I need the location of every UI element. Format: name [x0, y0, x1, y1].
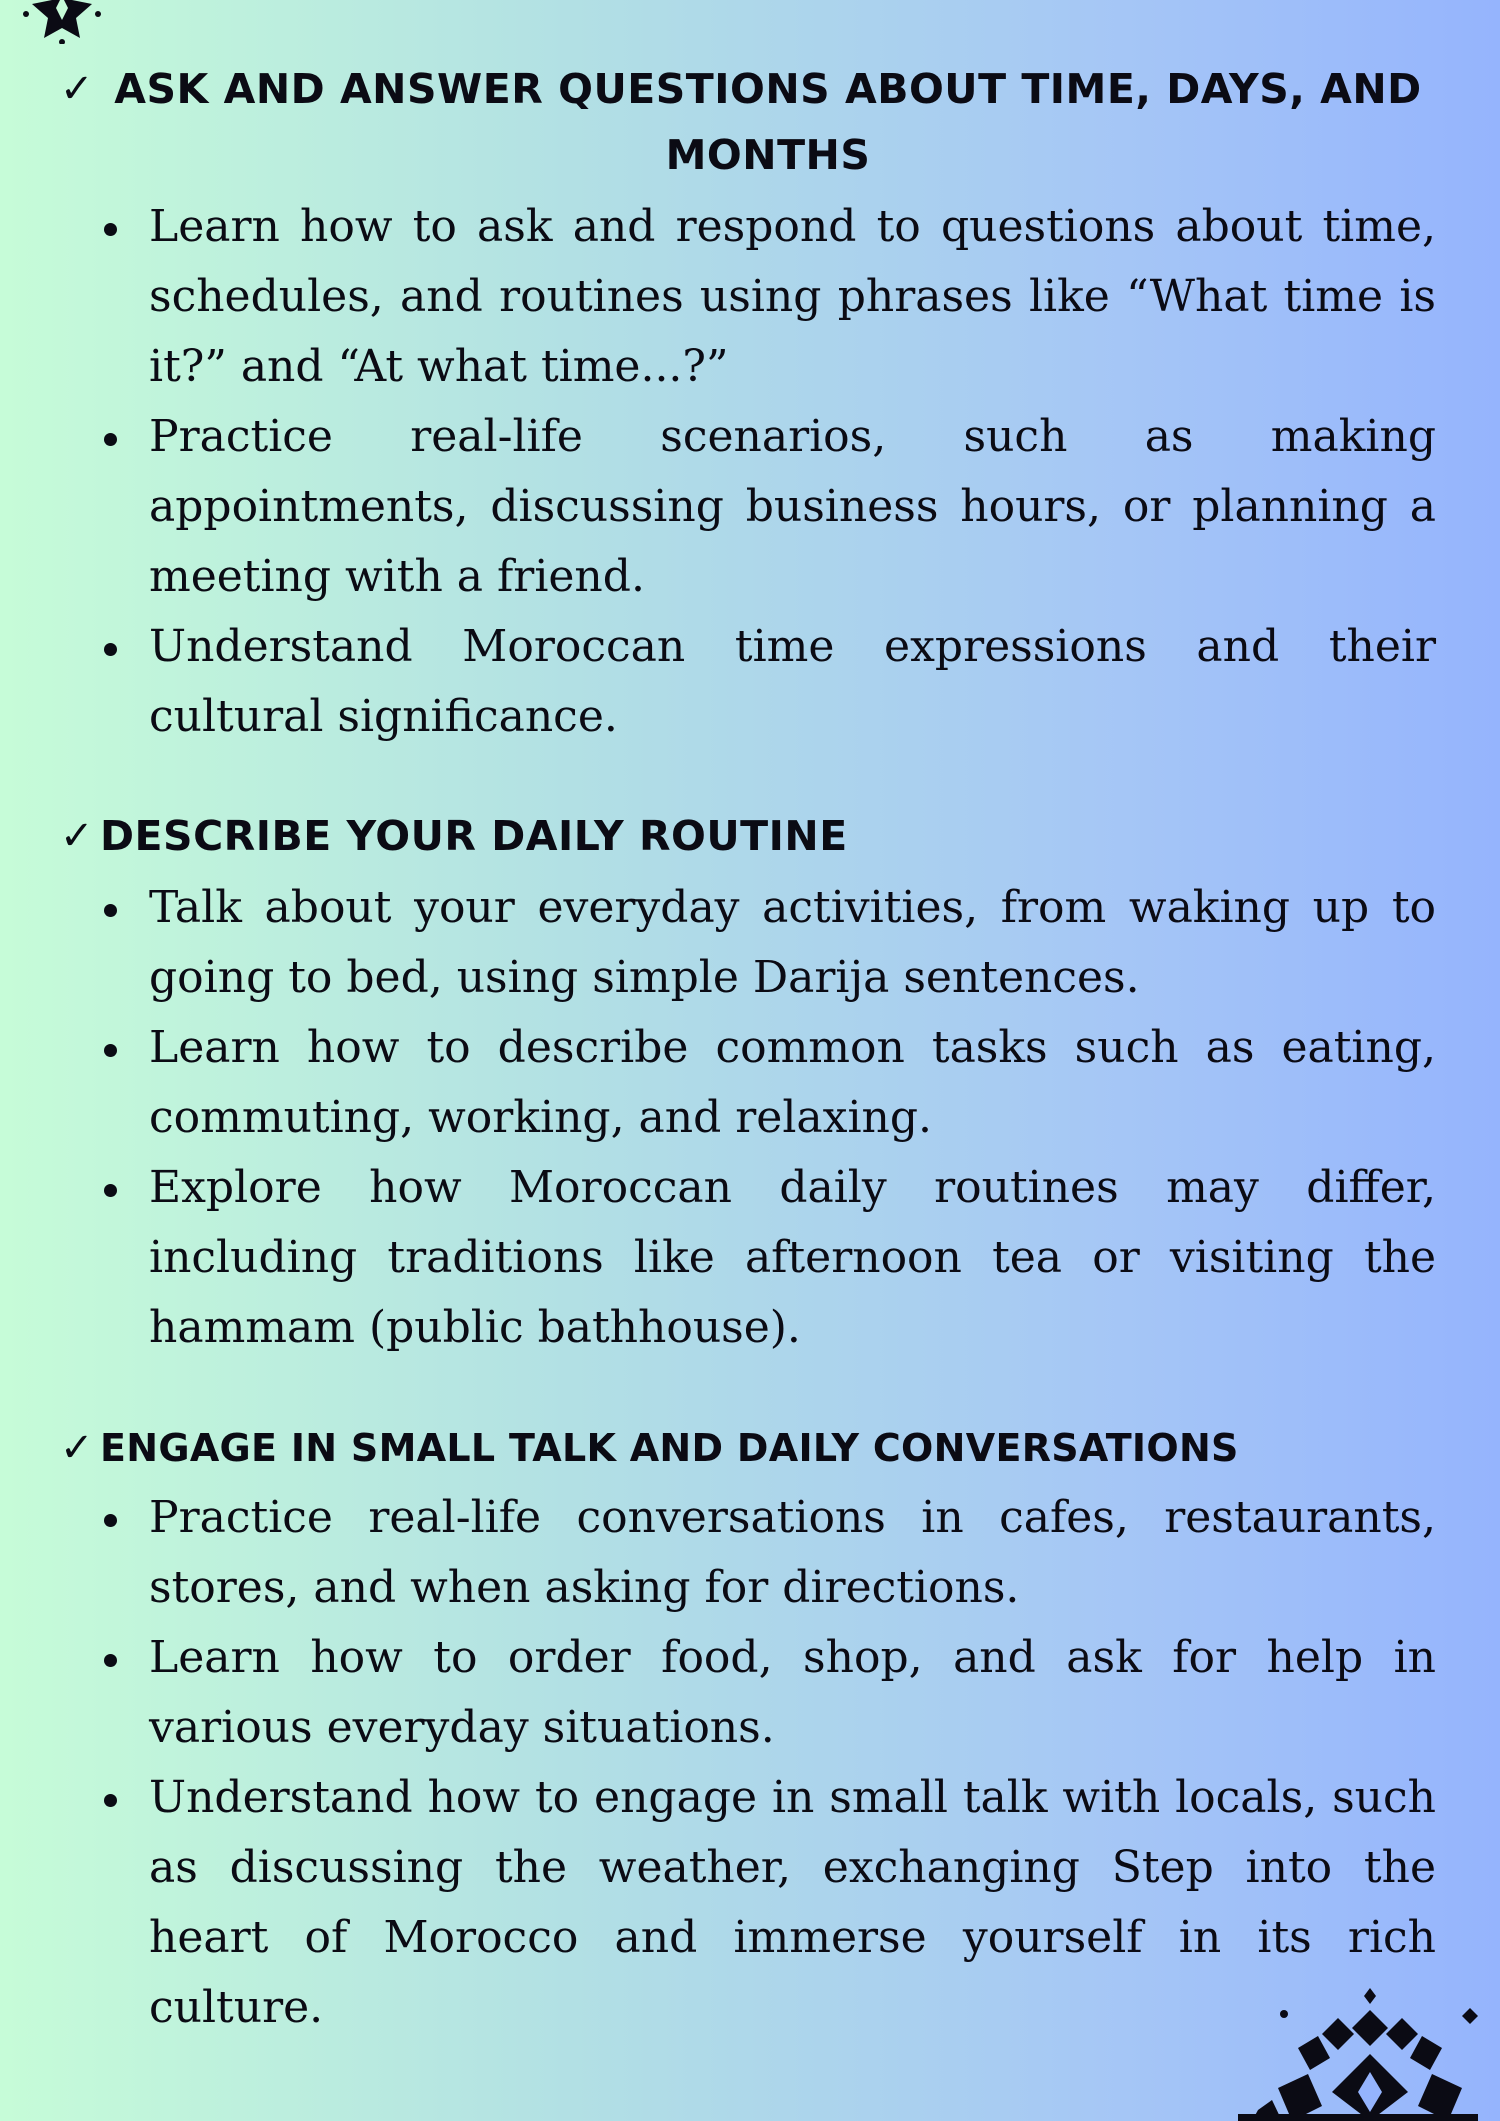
list-item: Learn how to order food, shop, and ask for help in various everyday situations. [60, 1623, 1436, 1763]
section-heading-text: DESCRIBE YOUR DAILY ROUTINE [100, 812, 848, 860]
section-heading-text: ENGAGE IN SMALL TALK AND DAILY CONVERSATIONS [100, 1426, 1239, 1470]
list-item: Practice real-life scenarios, such as making appointments, discussing business hours, or planning a meeting with a friend. [60, 402, 1436, 612]
section-heading-text: ASK AND ANSWER QUESTIONS ABOUT TIME, DAYS, AND MONTHS [114, 65, 1422, 179]
list-item: Practice real-life conversations in cafes, restaurants, stores, and when asking for directions. [60, 1483, 1436, 1623]
list-item: Explore how Moroccan daily routines may differ, including traditions like afternoon tea or visiting the hammam (public bathhouse). [60, 1153, 1436, 1363]
section-daily-routine [60, 803, 1436, 1363]
check-mark-icon: ✓ [60, 66, 94, 112]
moroccan-star-ornament-icon [12, 0, 112, 44]
list-item: Learn how to ask and respond to questions about time, schedules, and routines using phrases like “What time is it?” and “At what time...?” [60, 192, 1436, 402]
check-mark-icon: ✓ [60, 813, 94, 859]
moroccan-star-ornament-icon [1238, 1988, 1478, 2121]
section-heading [60, 56, 1436, 188]
section-heading [60, 1415, 1436, 1481]
check-mark-icon: ✓ [60, 1425, 94, 1471]
bullet-list [60, 192, 1436, 752]
list-item: Learn how to describe common tasks such as eating, commuting, working, and relaxing. [60, 1013, 1436, 1153]
list-item: Talk about your everyday activities, from waking up to going to bed, using simple Darija sentences. [60, 873, 1436, 1013]
bullet-list [60, 873, 1436, 1363]
section-time-days-months [60, 56, 1436, 752]
section-heading [60, 803, 1436, 869]
section-small-talk [60, 1415, 1436, 2043]
list-item: Understand how to engage in small talk with locals, such as discussing the weather, exchanging Step into the heart of Morocco and immerse yourself in its rich culture. [60, 1763, 1436, 2043]
bullet-list [60, 1483, 1436, 2043]
list-item: Understand Moroccan time expressions and their cultural significance. [60, 612, 1436, 752]
